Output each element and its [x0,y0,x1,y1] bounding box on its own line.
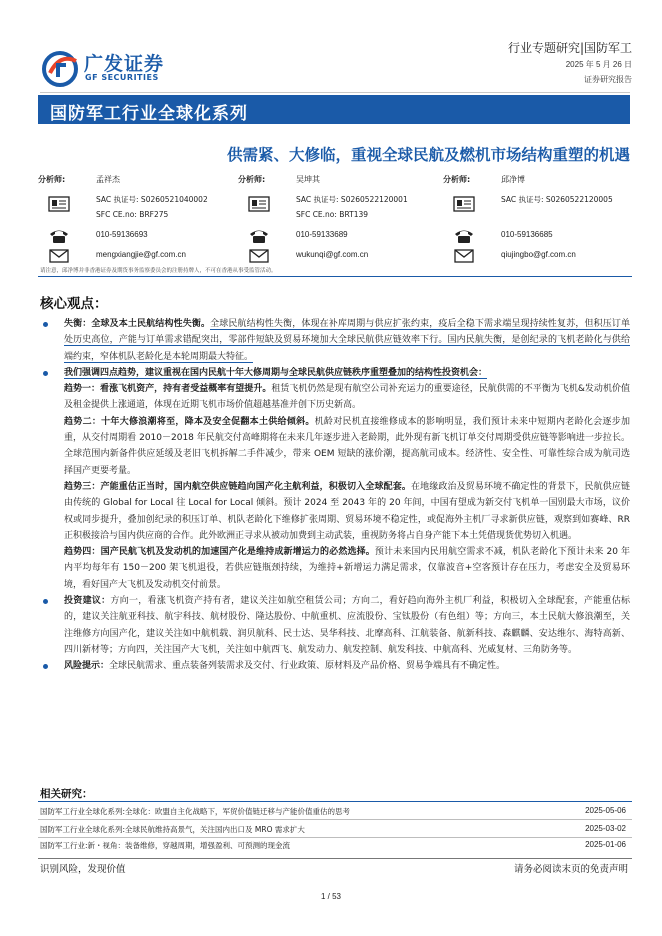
analyst-name: 邱净博 [501,175,525,184]
point-lead: 风险提示： [64,661,110,672]
phone-icon [248,228,270,244]
core-views-body [40,316,630,675]
brand-logo [42,47,182,91]
trend-text: 租赁飞机仍然是现有航空公司补充运力的重要途径，民航供需的不平衡为飞机&发动机价值及租金提供上涨通道，体现在近期飞机市场价值超越基准并创下历史新高。 [64,384,630,411]
analyst-card [38,172,238,267]
trend-lead: 趋势三：产能重估正当时，国内航空供应链趋向国产化主航利益，积极切入全球配套。 [64,481,411,492]
point-text: 我们强调四点趋势，建议重视在国内民航十年大修周期与全球民航供应链秩序重塑叠加的结构性投资机会： [64,367,488,378]
trend-one [40,381,630,414]
trend-four [40,544,630,593]
analyst-name: 吴坤其 [296,175,320,184]
analyst-role: 分析师: [238,175,266,184]
related-item[interactable] [40,840,630,856]
analyst-email[interactable]: mengxiangjie@gf.com.cn [96,250,186,259]
brand-name-cn: 广发证券 [84,53,165,75]
analyst-sfc: SFC CE.no: BRF275 [96,210,169,219]
bullet-icon [43,322,48,327]
related-item-title[interactable]: 国防军工行业全球化系列:全球民航维持高景气，关注国内出口及 MRO 需求扩大 [40,825,305,834]
trend-text: 预计未来国内民用航空需求不减，机队老龄化下预计未来 20 年内平均每年有 150－200 架飞机退役，若供应链瓶颈持续，为维持+新增运力满足需求，仅靠波音+空客预计存在压力，考虑安全及贸易环境，看好国产大飞机及发动机交付前景。 [64,547,630,590]
point-trends-intro [40,365,630,381]
analyst-card [238,172,438,267]
related-research-title: 相关研究： [40,788,93,800]
section-divider [38,276,632,277]
related-row-divider [38,837,632,838]
header-meta [508,40,632,85]
analyst-sfc: SFC CE.no: BRT139 [296,210,369,219]
phone-icon [48,228,70,244]
point-lead: 失衡：全球及本土民航结构性失衡。 [64,319,211,329]
footer-divider [38,858,632,859]
footer-disclaimer-note: 请务必阅读末页的免责声明 [513,864,628,875]
analyst-disclaimer: 请注意，邱净博并非香港证券及期货事务监察委员会的注册持牌人，不可在香港从事受监管活动。 [40,268,277,274]
trend-text: 机龄对民机直接维修成本的影响明显，我们预计未来中短期内老龄化会逐步加重，从交付周期看 2010－2018 年民航交付高峰期将在未来几年逐步进入老龄期，此外现有新飞机订单交付周期受供应链等影响进一步拉长。全球范围内新备件供应延缓及老旧飞机拆解二手件减少，带来 OEM 短缺的涨价潮，提高航司成本。经济性、安全性、可靠性综合成为航司选择国产更要考量。 [64,416,630,476]
related-row-divider [38,819,632,820]
id-card-icon [453,196,475,212]
email-icon [48,248,70,264]
email-icon [453,248,475,264]
trend-two [40,414,630,479]
point-text: 全球民航结构性失衡，体现在补库周期与供应扩张约束，疫后全稳下需求端呈现持续性复苏，但积压订单处历史高位，产能与订单需求错配突出，零部件短缺及贸易环境加大全球民航供应链效率下行。国内民航失衡，是创纪录的飞机老龄化与供给端约束，窄体机队老龄化是本轮周期最大特征。 [64,319,630,362]
related-divider [38,801,632,802]
bullet-icon [43,599,48,604]
analyst-phone: 010-59136685 [501,230,553,239]
header-divider [40,92,630,93]
analyst-card [443,172,643,267]
bullet-icon [43,371,48,376]
point-imbalance [40,316,630,365]
report-subtitle: 供需紧、大修临，重视全球民航及燃机市场结构重塑的机遇 [226,146,630,164]
series-title: 国防军工行业全球化系列 [50,104,248,124]
point-text: 全球民航需求、重点装备列装需求及交付、行业政策、原材料及产品价格、贸易争端具有不确定性。 [109,661,506,672]
analyst-name: 孟祥杰 [96,175,120,184]
footer-slogan: 识别风险，发现价值 [40,864,126,875]
analyst-sac: SAC 执证号: S0260522120001 [296,195,408,204]
point-text: 方向一，看涨飞机资产持有者，建议关注如航空租赁公司；方向二，看好趋向海外主机厂利益，积极切入全球配套，产能重估标的，建议关注航亚科技、航宇科技、航材股份、隆达股份、中航重机、应流股份、宝钛股份（有色组）等；方向三，本土民航大修浪潮至，关注维修方向国产化，建议关注如中航机载、润贝航科、民士达、昊华科技、北摩高科、江航装备、航新科技、森麒麟、安达维尔、海特高新、四川新材等；方向四，关注国产大飞机，关注如中航西飞、航发动力、航发控制、航发科技、中航高科、光威复材、三角防务等。 [64,596,630,655]
report-type: 证券研究报告 [584,75,632,84]
report-date: 2025 年 5 月 26 日 [565,60,632,69]
analyst-role: 分析师: [38,175,66,184]
core-views-title: 核心观点： [40,296,108,312]
trend-text: 在地缘政治及贸易环境不确定性的背景下，民航供应链由传统的 Global for Local 往 Local for Local 倾斜。预计 2024 至 2043 年的 20 年间，中国有望成为新交付飞机单一国别最大市场，议价权或同步提升，叠加创纪录的积压订单、机队老龄化下维修扩张周期、贸易环境不稳定性，或促海外主机厂寻求新供应链，观察到如赛峰、RR 正积极接洽与国内供应商的合作。此外欧洲正寻求从被动加费到主动武装，重视防务将占自身产能下本土凭借现货优势切入机遇。 [64,481,630,541]
email-icon [248,248,270,264]
related-item-title[interactable]: 国防军工行业:新・视角：装备维修，穿越周期，增强盈利、可预测的现金流 [40,841,291,850]
related-item-date: 2025-03-02 [585,824,626,833]
analyst-email[interactable]: qiujingbo@gf.com.cn [501,250,576,259]
trend-lead: 趋势四：国产民航飞机及发动机的加速国产化是维持成新增运力的必然选择。 [64,547,375,558]
point-risk [40,658,630,674]
related-item-date: 2025-01-06 [585,840,626,849]
related-item-date: 2025-05-06 [585,806,626,815]
analyst-panel [38,172,634,267]
bullet-icon [43,664,48,669]
brand-name-en: GF SECURITIES [85,73,159,82]
point-investment [40,593,630,658]
gf-logo-icon [42,51,80,87]
analyst-sac: SAC 执证号: S0260521040002 [96,195,208,204]
trend-lead: 趋势一：看涨飞机资产，持有者受益概率有望提升。 [64,384,272,395]
series-banner [38,95,630,124]
point-lead: 投资建议： [64,596,111,607]
id-card-icon [248,196,270,212]
analyst-sac: SAC 执证号: S0260522120005 [501,195,613,204]
trend-lead: 趋势二：十年大修浪潮将至，降本及安全促翻本土供给倾斜。 [64,416,315,427]
report-category: 行业专题研究|国防军工 [507,41,632,55]
analyst-role: 分析师: [443,175,471,184]
trend-three [40,479,630,544]
analyst-phone: 010-59136693 [96,230,148,239]
phone-icon [453,228,475,244]
id-card-icon [48,196,70,212]
analyst-email[interactable]: wukunqi@gf.com.cn [296,250,369,259]
analyst-phone: 010-59133689 [296,230,348,239]
page-number: 1 / 53 [320,892,341,901]
related-item-title[interactable]: 国防军工行业全球化系列:全球化：欧盟自主化战略下，军贸价值链迁移与产能价值重估的思考 [40,807,351,816]
